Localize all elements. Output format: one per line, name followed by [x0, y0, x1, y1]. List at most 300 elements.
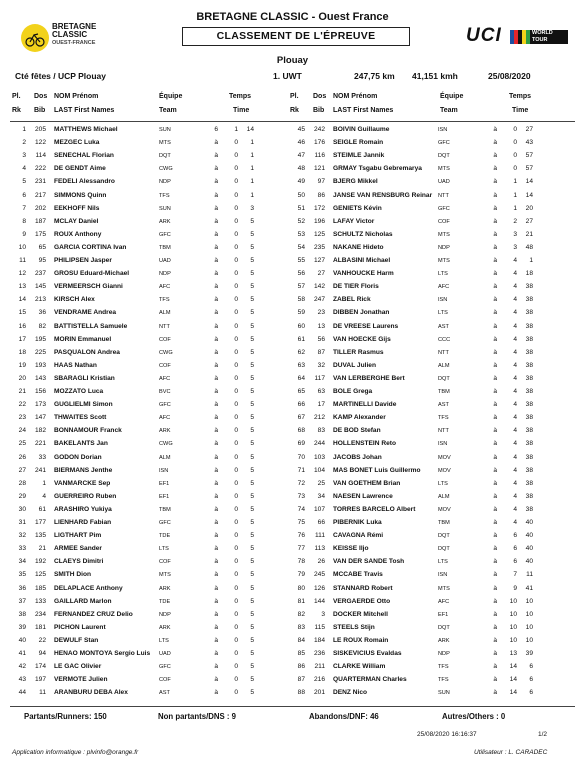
cell-pl: 17 [18, 335, 26, 343]
cell-name: FEDELI Alessandro [54, 178, 115, 186]
cell-team: MTS [438, 231, 450, 238]
table-row [291, 530, 536, 542]
cell-team: ISN [159, 467, 169, 474]
cell-ht: à [493, 584, 497, 592]
table-row [12, 242, 257, 254]
cell-m: 0 [234, 676, 238, 684]
cell-s: 57 [525, 152, 533, 160]
cell-s: 38 [525, 427, 533, 435]
cell-name: LE GAC Olivier [54, 663, 102, 671]
cell-team: TBM [438, 389, 450, 395]
cell-s: 38 [525, 505, 533, 513]
cell-dos: 32 [317, 361, 325, 369]
cell-team: GFC [159, 402, 171, 409]
cell-pl: 35 [18, 571, 26, 579]
table-row [12, 478, 257, 490]
cell-dos: 115 [314, 623, 325, 631]
cell-s: 5 [250, 374, 254, 382]
cell-s: 38 [525, 309, 533, 317]
cell-m: 0 [234, 388, 238, 395]
cell-m: 0 [234, 257, 238, 264]
cell-name: BJERG Mikkel [333, 178, 378, 186]
cell-team: DQT [438, 153, 450, 160]
logo-line: OUEST-FRANCE [52, 40, 96, 46]
col-last-first: LAST First Names [54, 107, 115, 114]
cell-m: 10 [509, 623, 517, 631]
cell-name: SCHULTZ Nicholas [333, 230, 393, 238]
cell-ht: à [493, 492, 497, 500]
cell-dos: 201 [313, 689, 325, 697]
cell-dos: 103 [313, 453, 325, 461]
cell-m: 0 [234, 270, 238, 278]
uci-text: UCI [466, 25, 502, 46]
cell-name: LE ROUX Romain [333, 636, 389, 644]
cell-ht: à [493, 309, 497, 317]
col-bib: Bib [313, 107, 325, 114]
cell-s: 5 [250, 388, 254, 395]
cell-team: EF1 [438, 611, 449, 618]
cell-s: 5 [250, 610, 254, 618]
cell-dos: 86 [317, 191, 325, 199]
cell-team: ARK [159, 218, 171, 225]
uci-world-tour-logo [466, 26, 570, 48]
cell-s: 5 [250, 597, 254, 605]
cell-s: 1 [250, 191, 254, 199]
cell-m: 0 [234, 519, 238, 526]
cell-dos: 174 [34, 663, 46, 671]
cell-ht: à [493, 401, 497, 409]
cell-ht: à [214, 152, 218, 160]
cell-m: 10 [509, 597, 517, 605]
cell-pl: 37 [18, 597, 26, 605]
cell-m: 4 [513, 519, 517, 526]
col-rk: Rk [290, 107, 299, 114]
cell-pl: 79 [297, 571, 305, 579]
col-team: Team [440, 107, 458, 114]
cell-s: 5 [250, 217, 254, 225]
cell-s: 6 [529, 676, 533, 684]
cell-s: 57 [525, 165, 533, 173]
cell-ht: à [214, 505, 218, 513]
start-finish: Cté fêtes / UCP Plouay [15, 71, 107, 81]
cell-team: LTS [438, 271, 448, 278]
cell-dos: 11 [39, 689, 46, 697]
cell-name: CLAEYS Dimitri [54, 558, 104, 566]
cell-dos: 197 [34, 676, 46, 684]
cell-ht: à [493, 479, 497, 487]
cell-name: LAFAY Victor [333, 217, 375, 225]
table-row [291, 124, 536, 136]
table-row [12, 373, 257, 385]
cell-team: TFS [438, 664, 449, 671]
cell-name: JACOBS Johan [333, 453, 382, 461]
cell-team: GFC [438, 205, 450, 212]
cell-pl: 71 [297, 466, 305, 474]
cell-dos: 211 [314, 663, 325, 671]
cell-team: COF [438, 218, 450, 225]
cell-m: 0 [513, 139, 517, 147]
cell-ht: à [214, 322, 218, 330]
cell-m: 4 [513, 414, 517, 422]
cell-ht: à [493, 466, 497, 474]
cell-m: 4 [513, 361, 517, 369]
col-nom: NOM Prénom [333, 93, 378, 100]
cell-team: MTS [438, 585, 450, 592]
cell-dos: 1 [42, 479, 46, 487]
cell-team: GFC [159, 520, 171, 526]
cell-team: MTS [159, 140, 171, 147]
cell-m: 0 [234, 361, 238, 369]
cell-name: HENAO MONTOYA Sergio Luis [54, 650, 151, 657]
col-equipe: Équipe [440, 93, 464, 100]
others-count: Autres/Others : 0 [442, 712, 506, 721]
cell-m: 2 [513, 217, 517, 225]
cell-m: 4 [513, 453, 517, 461]
cell-s: 5 [250, 532, 254, 540]
cell-pl: 88 [297, 689, 305, 697]
table-row [12, 583, 257, 595]
cell-team: AFC [438, 284, 450, 291]
table-row [12, 504, 257, 516]
cell-team: EF1 [159, 480, 170, 487]
cell-ht: à [493, 505, 497, 513]
cell-pl: 12 [18, 270, 26, 278]
cell-name: VAN DER SANDE Tosh [333, 558, 405, 566]
cell-team: LTS [159, 546, 169, 553]
table-row [291, 517, 536, 529]
cell-team: MTS [159, 572, 171, 579]
cell-pl: 63 [297, 361, 305, 369]
table-row [291, 648, 536, 660]
cell-s: 38 [525, 322, 533, 330]
cell-s: 39 [525, 650, 533, 657]
cell-s: 6 [529, 689, 533, 697]
cell-pl: 87 [297, 676, 305, 684]
cell-s: 5 [250, 361, 254, 369]
cell-ht: à [214, 191, 218, 199]
cell-dos: 175 [34, 230, 46, 238]
table-row [12, 229, 257, 241]
cell-ht: à [214, 610, 218, 618]
cell-team: AFC [159, 284, 171, 291]
cell-ht: à [493, 191, 497, 199]
cell-m: 1 [513, 191, 517, 199]
cell-m: 0 [234, 689, 238, 697]
cell-team: ISN [438, 572, 448, 579]
table-row [12, 465, 257, 477]
table-row [291, 635, 536, 647]
table-row [12, 609, 257, 621]
table-row [12, 438, 257, 450]
cell-name: KAMP Alexander [333, 414, 386, 422]
cell-ht: à [214, 623, 218, 631]
cell-m: 9 [513, 584, 517, 592]
cell-team: TFS [159, 192, 170, 199]
cell-m: 0 [234, 348, 238, 356]
cell-ht: à [214, 453, 218, 461]
cell-s: 38 [525, 361, 533, 369]
cell-team: TBM [159, 506, 171, 513]
cell-team: UAD [438, 179, 450, 186]
col-equipe: Équipe [159, 93, 183, 100]
cell-pl: 13 [18, 283, 26, 291]
cell-pl: 60 [297, 322, 305, 330]
race-date: 25/08/2020 [488, 71, 531, 81]
cell-name: DE GENDT Aime [54, 165, 106, 173]
cell-m: 6 [513, 558, 517, 566]
table-row [12, 399, 257, 411]
table-row [291, 609, 536, 621]
cell-dos: 231 [34, 178, 46, 186]
cell-team: GFC [438, 140, 450, 147]
cell-team: NDP [438, 244, 450, 251]
table-row [291, 478, 536, 490]
cell-m: 0 [234, 296, 238, 304]
cell-pl: 75 [297, 519, 305, 526]
cell-ht: à [493, 676, 497, 684]
cell-team: COF [159, 677, 171, 684]
cell-m: 0 [234, 466, 238, 474]
cell-ht: à [493, 204, 497, 212]
cell-name: PHILIPSEN Jasper [54, 257, 112, 264]
cell-team: NTT [438, 192, 449, 199]
cell-ht: à [214, 479, 218, 487]
average-speed: 41,151 kmh [412, 71, 458, 81]
cell-dos: 221 [34, 440, 46, 448]
cell-ht: à [214, 689, 218, 697]
cell-name: JANSE VAN RENSBURG Reinar [333, 191, 433, 199]
cell-dos: 195 [34, 335, 46, 343]
cell-m: 3 [513, 230, 517, 238]
cell-team: UAD [159, 258, 171, 264]
col-last-first: LAST First Names [333, 107, 394, 114]
table-row [12, 622, 257, 634]
cell-ht: à [214, 243, 218, 251]
cell-team: EF1 [159, 493, 170, 500]
cell-s: 43 [525, 139, 533, 147]
cell-s: 21 [525, 230, 533, 238]
cell-s: 6 [529, 663, 533, 671]
cell-m: 0 [234, 230, 238, 238]
cell-m: 6 [513, 532, 517, 540]
cell-team: COF [159, 362, 171, 369]
cell-s: 5 [250, 466, 254, 474]
cell-team: AFC [159, 375, 171, 382]
cell-s: 5 [250, 427, 254, 435]
cell-pl: 7 [22, 204, 26, 212]
cell-name: STEIMLE Jannik [333, 152, 385, 160]
cell-dos: 121 [313, 165, 325, 173]
cell-ht: à [214, 466, 218, 474]
cell-m: 0 [234, 217, 238, 225]
cell-ht: à [493, 610, 497, 618]
cell-pl: 84 [297, 636, 305, 644]
cell-pl: 33 [18, 545, 26, 553]
cell-m: 14 [509, 663, 517, 671]
cell-name: TORRES BARCELO Albert [333, 505, 416, 513]
table-row [291, 687, 536, 699]
cell-ht: à [493, 178, 497, 186]
cell-s: 10 [525, 610, 533, 618]
cell-m: 0 [234, 243, 238, 251]
cell-name: MARTINELLI Davide [333, 401, 397, 409]
table-row [291, 216, 536, 228]
table-row [291, 281, 536, 293]
table-row [12, 556, 257, 568]
table-row [12, 543, 257, 555]
cell-dos: 114 [35, 152, 46, 160]
table-row [12, 452, 257, 464]
cell-name: BONNAMOUR Franck [54, 427, 122, 435]
cell-s: 5 [250, 519, 254, 526]
cell-m: 4 [513, 466, 517, 474]
col-pl: Pl. [12, 93, 21, 100]
cell-team: MTS [438, 258, 450, 264]
cell-ht: à [493, 374, 497, 382]
cell-pl: 1 [22, 126, 26, 133]
cell-m: 4 [513, 296, 517, 304]
cell-s: 38 [525, 335, 533, 343]
cell-m: 0 [234, 322, 238, 330]
cell-s: 27 [525, 217, 533, 225]
cell-ht: à [493, 152, 497, 160]
cell-pl: 47 [297, 152, 305, 160]
cell-pl: 11 [19, 257, 26, 264]
cell-dos: 126 [313, 584, 325, 592]
cell-s: 1 [250, 139, 254, 147]
cell-dos: 25 [317, 479, 325, 487]
cell-name: PICHON Laurent [54, 623, 106, 631]
cell-ht: à [214, 636, 218, 644]
cell-m: 0 [234, 427, 238, 435]
cell-pl: 16 [18, 322, 26, 330]
table-row [291, 321, 536, 333]
logo-line: CLASSIC [52, 30, 88, 39]
cell-team: ARK [159, 624, 171, 631]
cell-pl: 69 [297, 440, 305, 448]
cell-pl: 55 [297, 257, 305, 264]
cell-m: 0 [513, 165, 517, 173]
table-row [291, 504, 536, 516]
cell-dos: 181 [34, 623, 46, 631]
cell-name: CAVAGNA Rémi [333, 532, 384, 540]
cell-name: MCCABE Travis [333, 571, 383, 579]
cell-pl: 78 [297, 558, 305, 566]
cell-s: 38 [525, 466, 533, 474]
cell-s: 5 [250, 584, 254, 592]
cell-m: 10 [509, 610, 517, 618]
cell-team: SUN [159, 205, 171, 212]
table-row [291, 661, 536, 673]
cell-s: 5 [250, 414, 254, 422]
world-text: WORLD [532, 30, 553, 36]
cell-ht: à [214, 558, 218, 566]
cell-ht: à [493, 571, 497, 579]
table-row [12, 386, 257, 398]
cell-team: DQT [438, 546, 450, 553]
cell-dos: 104 [313, 466, 325, 474]
table-row [12, 360, 257, 372]
cell-team: LTS [438, 559, 448, 566]
table-row [291, 543, 536, 555]
table-row [12, 216, 257, 228]
cell-pl: 80 [297, 584, 305, 592]
cell-ht: à [214, 230, 218, 238]
cell-dos: 117 [314, 374, 325, 382]
cell-dos: 61 [38, 505, 46, 513]
cell-m: 1 [513, 204, 517, 212]
cell-team: MOV [438, 467, 451, 474]
table-row [291, 203, 536, 215]
cell-m: 1 [234, 126, 238, 133]
cell-s: 38 [525, 374, 533, 382]
cell-ht: à [493, 663, 497, 671]
cell-s: 38 [525, 479, 533, 487]
cell-name: KEISSE Iljo [333, 545, 369, 553]
table-row [291, 583, 536, 595]
cell-ht: à [493, 335, 497, 343]
cell-name: VANHOUCKE Harm [333, 270, 394, 278]
cell-dos: 135 [34, 532, 46, 540]
cell-m: 0 [234, 152, 238, 160]
cell-m: 4 [513, 270, 517, 278]
cell-m: 4 [513, 401, 517, 409]
cell-ht: à [214, 348, 218, 356]
cell-team: ISN [438, 441, 448, 448]
table-row [291, 412, 536, 424]
cell-ht: à [214, 663, 218, 671]
cell-s: 14 [525, 191, 533, 199]
cell-pl: 42 [18, 663, 26, 671]
cell-dos: 182 [34, 427, 46, 435]
cell-name: VAN HOECKE Gijs [333, 335, 391, 343]
cell-m: 14 [509, 689, 517, 697]
cell-s: 5 [250, 636, 254, 644]
cell-team: ALM [438, 362, 450, 369]
cell-pl: 31 [18, 519, 26, 526]
cell-name: DE TIER Floris [333, 283, 379, 291]
cell-m: 0 [234, 623, 238, 631]
cell-pl: 32 [18, 532, 26, 540]
cell-ht: à [214, 270, 218, 278]
cell-ht: à [214, 519, 218, 526]
cell-dos: 217 [34, 191, 46, 199]
cell-pl: 41 [18, 650, 26, 657]
cell-name: TILLER Rasmus [333, 348, 384, 356]
cell-team: ALM [159, 310, 171, 317]
cell-pl: 39 [18, 623, 26, 631]
cell-s: 10 [525, 623, 533, 631]
cell-ht: à [493, 414, 497, 422]
cell-pl: 22 [18, 401, 26, 409]
cell-team: BVC [159, 389, 171, 395]
cell-name: GUGLIELMI Simon [54, 401, 113, 409]
cell-pl: 5 [22, 178, 26, 186]
cell-pl: 72 [297, 479, 305, 487]
cell-name: VANMARCKE Sep [54, 479, 111, 487]
cell-team: DQT [438, 533, 450, 540]
city: Plouay [276, 55, 309, 66]
cell-s: 5 [250, 571, 254, 579]
cell-dos: 185 [34, 584, 46, 592]
cell-team: LTS [159, 637, 169, 644]
cell-pl: 36 [18, 584, 26, 592]
cell-m: 0 [234, 663, 238, 671]
cell-name: CLARKE William [333, 663, 386, 671]
cell-team: COF [159, 559, 171, 566]
cell-s: 38 [525, 414, 533, 422]
cell-name: NAKANE Hideto [333, 243, 384, 251]
